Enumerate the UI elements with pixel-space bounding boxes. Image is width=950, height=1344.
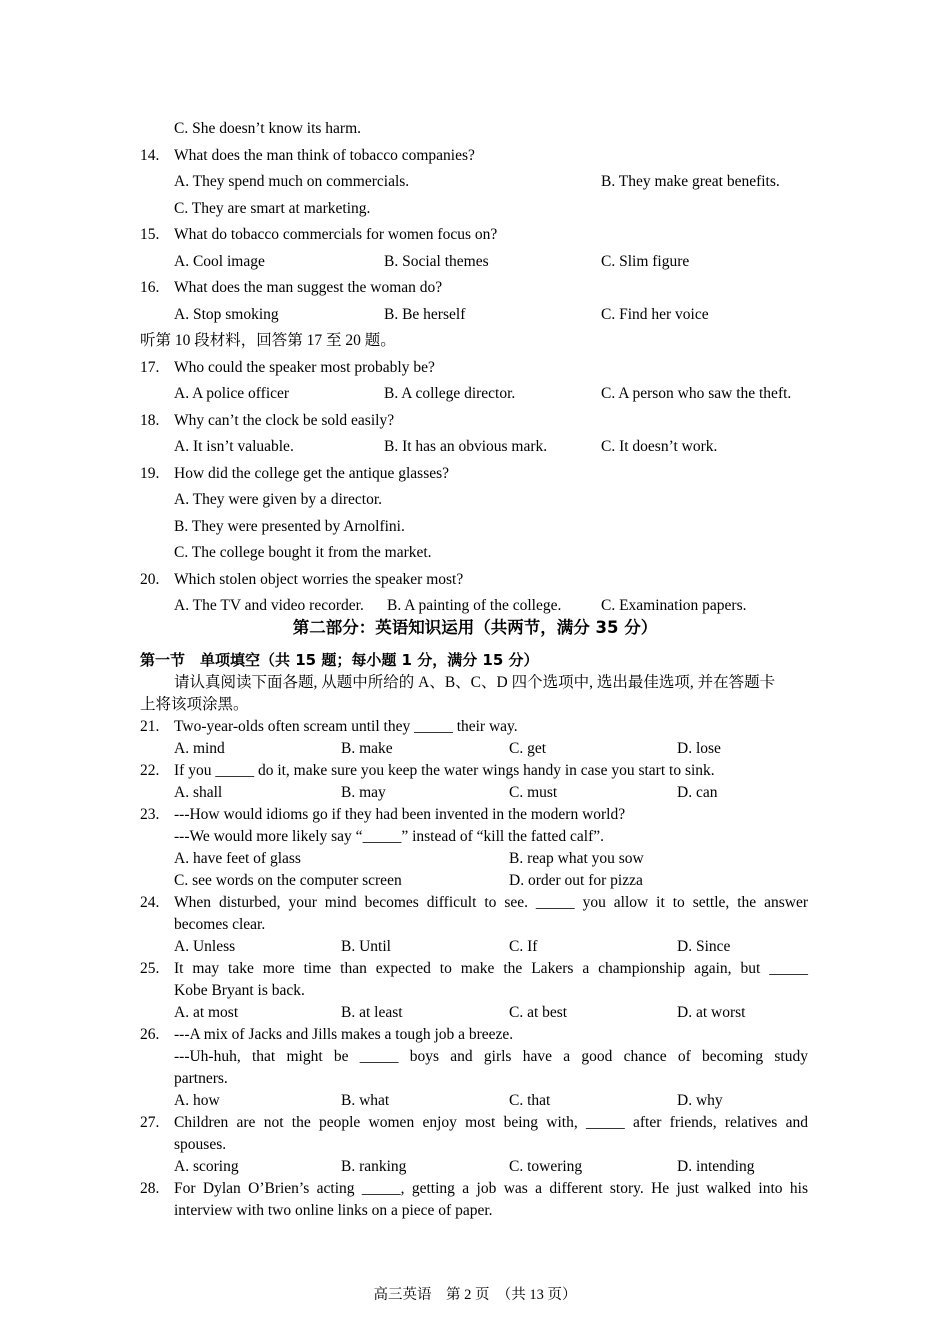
q23-stem-line1: ---How would idioms go if they had been invented in the modern world? bbox=[174, 806, 626, 823]
listening-instruction-10: 听第 10 段材料，回答第 17 至 20 题。 bbox=[140, 332, 396, 349]
q21-number: 21. bbox=[140, 718, 160, 735]
q14-option-a: A. They spend much on commercials. bbox=[174, 173, 410, 190]
q26-option-c: C. that bbox=[509, 1092, 551, 1109]
q20-option-a: A. The TV and video recorder. bbox=[174, 597, 364, 614]
section1-title: 第一节 单项填空（共 15 题；每小题 1 分，满分 15 分） bbox=[140, 651, 539, 669]
q24-option-a: A. Unless bbox=[174, 938, 236, 955]
q22-option-a: A. shall bbox=[174, 784, 223, 801]
q25-stem-line1: It may take more time than expected to make the Lakers a championship again, but _____ bbox=[174, 960, 808, 977]
q17-stem: Who could the speaker most probably be? bbox=[174, 359, 435, 376]
q18-stem: Why can’t the clock be sold easily? bbox=[174, 412, 395, 429]
q15-option-c: C. Slim figure bbox=[601, 253, 690, 270]
q26-number: 26. bbox=[140, 1026, 160, 1043]
q16-option-a: A. Stop smoking bbox=[174, 306, 279, 323]
q19-option-c: C. The college bought it from the market. bbox=[174, 544, 432, 561]
q14-stem: What does the man think of tobacco companies? bbox=[174, 147, 475, 164]
q23-option-d: D. order out for pizza bbox=[509, 872, 643, 889]
q25-option-c: C. at best bbox=[509, 1004, 568, 1021]
q25-option-a: A. at most bbox=[174, 1004, 239, 1021]
q16-stem: What does the man suggest the woman do? bbox=[174, 279, 443, 296]
q20-stem: Which stolen object worries the speaker most? bbox=[174, 571, 464, 588]
q27-option-c: C. towering bbox=[509, 1158, 583, 1175]
q26-option-a: A. how bbox=[174, 1092, 220, 1109]
q27-stem-line2: spouses. bbox=[174, 1136, 227, 1153]
q16-option-c: C. Find her voice bbox=[601, 306, 709, 323]
q19-option-a: A. They were given by a director. bbox=[174, 491, 383, 508]
q28-stem-line1: For Dylan O’Brien’s acting _____, getting a job was a different story. He just walked into his bbox=[174, 1180, 808, 1197]
q17-option-a: A. A police officer bbox=[174, 385, 290, 402]
q26-stem-line1: ---A mix of Jacks and Jills makes a tough job a breeze. bbox=[174, 1026, 514, 1043]
part2-title: 第二部分：英语知识运用（共两节，满分 35 分） bbox=[292, 618, 658, 637]
q23-stem-line2: ---We would more likely say “_____” instead of “kill the fatted calf”. bbox=[174, 828, 605, 845]
q26-option-d: D. why bbox=[677, 1092, 723, 1109]
q21-option-b: B. make bbox=[341, 740, 393, 757]
q27-stem-line1: Children are not the people women enjoy most being with, _____ after friends, relatives and bbox=[174, 1114, 808, 1131]
q27-option-d: D. intending bbox=[677, 1158, 755, 1175]
q21-option-a: A. mind bbox=[174, 740, 225, 757]
q21-stem: Two-year-olds often scream until they _____ their way. bbox=[174, 718, 518, 735]
q27-option-a: A. scoring bbox=[174, 1158, 239, 1175]
q24-option-c: C. If bbox=[509, 938, 538, 955]
q28-number: 28. bbox=[140, 1180, 160, 1197]
q13-option-c: C. She doesn’t know its harm. bbox=[174, 120, 361, 137]
q18-option-a: A. It isn’t valuable. bbox=[174, 438, 294, 455]
q19-stem: How did the college get the antique glasses? bbox=[174, 465, 450, 482]
q14-number: 14. bbox=[140, 147, 160, 164]
q23-number: 23. bbox=[140, 806, 160, 823]
q22-option-d: D. can bbox=[677, 784, 718, 801]
q19-option-b: B. They were presented by Arnolfini. bbox=[174, 518, 405, 535]
q22-option-c: C. must bbox=[509, 784, 558, 801]
q25-option-b: B. at least bbox=[341, 1004, 403, 1021]
q17-number: 17. bbox=[140, 359, 160, 376]
q17-option-c: C. A person who saw the theft. bbox=[601, 385, 792, 402]
q15-stem: What do tobacco commercials for women focus on? bbox=[174, 226, 498, 243]
q15-option-a: A. Cool image bbox=[174, 253, 265, 270]
q20-option-c: C. Examination papers. bbox=[601, 597, 747, 614]
q28-stem-line2: interview with two online links on a piece of paper. bbox=[174, 1202, 493, 1219]
q15-number: 15. bbox=[140, 226, 160, 243]
q23-option-b: B. reap what you sow bbox=[509, 850, 644, 867]
q26-option-b: B. what bbox=[341, 1092, 390, 1109]
q16-option-b: B. Be herself bbox=[384, 306, 466, 323]
q26-stem-line3: partners. bbox=[174, 1070, 228, 1087]
q14-option-b: B. They make great benefits. bbox=[601, 173, 780, 190]
q24-number: 24. bbox=[140, 894, 160, 911]
q15-option-b: B. Social themes bbox=[384, 253, 489, 270]
q26-stem-line2: ---Uh-huh, that might be _____ boys and girls have a good chance of becoming study bbox=[174, 1048, 808, 1065]
section1-instruction-line2: 上将该项涂黑。 bbox=[140, 696, 249, 713]
q19-number: 19. bbox=[140, 465, 160, 482]
q24-option-d: D. Since bbox=[677, 938, 731, 955]
q18-option-b: B. It has an obvious mark. bbox=[384, 438, 548, 455]
q17-option-b: B. A college director. bbox=[384, 385, 516, 402]
q22-number: 22. bbox=[140, 762, 160, 779]
section1-instruction-line1: 请认真阅读下面各题, 从题中所给的 A、B、C、D 四个选项中, 选出最佳选项, 并在答题卡 bbox=[174, 674, 776, 691]
q22-option-b: B. may bbox=[341, 784, 386, 801]
q23-option-a: A. have feet of glass bbox=[174, 850, 301, 867]
q25-stem-line2: Kobe Bryant is back. bbox=[174, 982, 305, 999]
q20-option-b: B. A painting of the college. bbox=[387, 597, 562, 614]
q24-stem-line1: When disturbed, your mind becomes difficult to see. _____ you allow it to settle, the answer bbox=[174, 894, 808, 911]
page-footer: 高三英语 第 2 页 （共 13 页） bbox=[373, 1287, 577, 1303]
q20-number: 20. bbox=[140, 571, 160, 588]
q22-stem: If you _____ do it, make sure you keep the water wings handy in case you start to sink. bbox=[174, 762, 715, 779]
q25-number: 25. bbox=[140, 960, 160, 977]
q27-option-b: B. ranking bbox=[341, 1158, 407, 1175]
q24-option-b: B. Until bbox=[341, 938, 391, 955]
q25-option-d: D. at worst bbox=[677, 1004, 746, 1021]
q18-option-c: C. It doesn’t work. bbox=[601, 438, 718, 455]
q18-number: 18. bbox=[140, 412, 160, 429]
q21-option-d: D. lose bbox=[677, 740, 721, 757]
q27-number: 27. bbox=[140, 1114, 160, 1131]
q24-stem-line2: becomes clear. bbox=[174, 916, 266, 933]
q14-option-c: C. They are smart at marketing. bbox=[174, 200, 371, 217]
q23-option-c: C. see words on the computer screen bbox=[174, 872, 402, 889]
q21-option-c: C. get bbox=[509, 740, 547, 757]
q16-number: 16. bbox=[140, 279, 160, 296]
